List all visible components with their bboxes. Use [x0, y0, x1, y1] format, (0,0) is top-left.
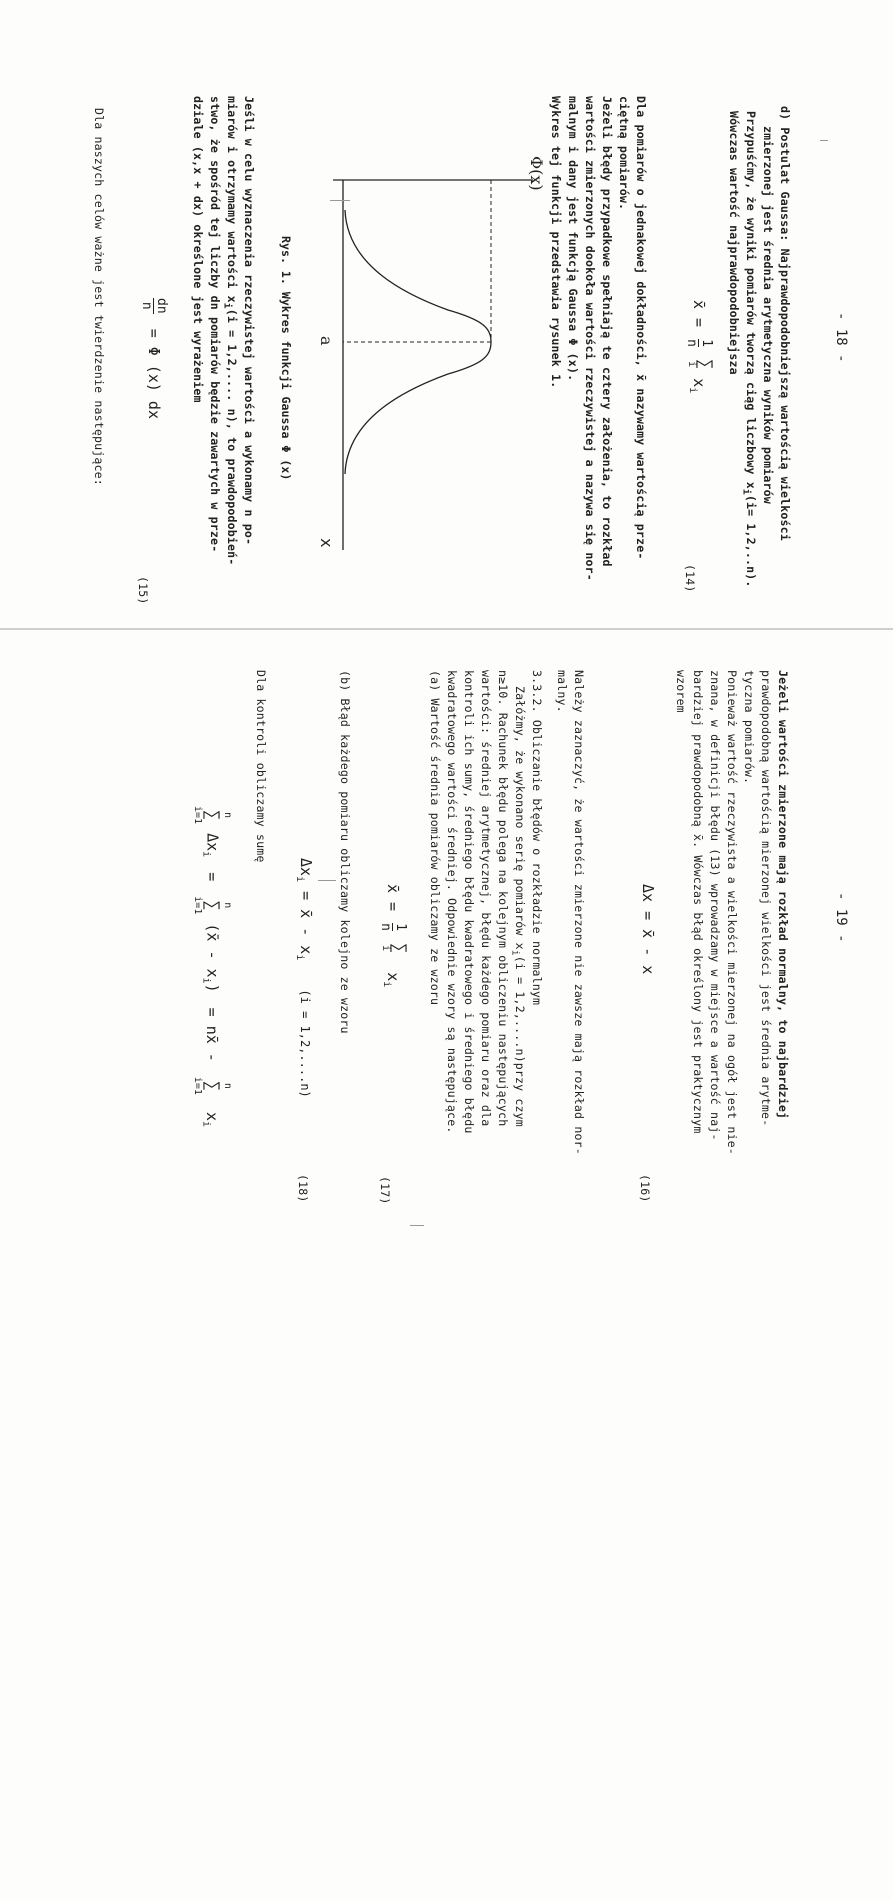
text-line: n≥10. Rachunek błędu polega na kolejnym obliczeniu następujących [496, 670, 510, 1127]
text-line: wartości zmierzonych dookoła wartości rzeczywistej a nazywa się nor- [583, 96, 597, 581]
text-line: Dla kontroli obliczamy sumę [254, 670, 268, 863]
scan-mark [410, 1225, 424, 1226]
text-line: ciętną pomiarów. [617, 96, 631, 211]
text-line: Załóżmy, że wykonano serię pomiarów $x_i(i$ = 1,2,....n)przy czym [509, 686, 527, 1127]
text-line: malny. [555, 670, 569, 713]
text-line: wartości: średniej arytmetycznej, błędu każdego pomiaru oraz dla [479, 670, 493, 1127]
text-line: d) Postulat Gaussa: Najprawdopodobniejszą wartością wielkości [778, 106, 792, 541]
text-line: znana, w definicji błędu (13) wprowadzamy w miejsce a wartość naj- [708, 670, 722, 1141]
section-heading: 3.3.2. Obliczanie błędów o rozkładzie normalnym [530, 670, 544, 1006]
text-line: stwo, że spośród tej liczby dn pomiarów będzie zawartych w prze- [208, 96, 222, 553]
equation-15: dn n = Φ (x) dx [139, 298, 169, 419]
text-line: Dla naszych celów ważne jest twierdzenie następujące: [92, 108, 106, 486]
text-line: prawdopodobną wartością mierzonej wielkości jest średnia arytme- [759, 670, 773, 1127]
y-axis-label: Φ(x) [527, 156, 546, 191]
equation-number: (14) [683, 564, 697, 593]
scan-mark [820, 140, 828, 141]
text-line: Ponieważ wartość rzeczywista a wielkości mierzonej na ogół jest nie- [725, 670, 739, 1155]
text-line: Dla pomiarów o jednakowej dokładności, x̄ nazywamy wartością prze- [634, 96, 648, 560]
text-line: bardziej prawdopodobną x̄. Wówczas błąd określony jest praktycznym [691, 670, 705, 1134]
text-line: tyczna pomiarów. [742, 670, 756, 785]
text-line: (b) Błąd każdego pomiaru obliczamy kolejno ze wzoru [338, 670, 352, 1034]
equation-16: Δx = x̄ - x [639, 884, 657, 975]
peak-label: a [317, 336, 336, 346]
equation-sum: n ∑ i=1 $\Delta x_i$ = n ∑ i=1 (x̄ - $x_i$) = nx̄ - n ∑ i=1 $x_i$ [192, 806, 233, 1128]
text-line: Wówczas wartość najprawdopodobniejsza [727, 111, 741, 375]
right-page [0, 636, 893, 1899]
text-line: Wykres tej funkcji przedstawia rysunek 1. [549, 96, 563, 389]
gauss-figure [313, 150, 546, 580]
text-line: Jeżeli błędy przypadkowe spełniają te cztery założenia, to rozkład [600, 96, 614, 567]
text-line: malnym i dany jest funkcją Gaussa Φ (x). [566, 96, 580, 382]
x-axis-label: x [317, 538, 336, 548]
equation-number: (18) [296, 1174, 310, 1203]
equation-number: (17) [378, 1176, 392, 1205]
equation-18: $\Delta x_i$ = x̄ - $x_i$ (i = 1,2,....n) [294, 858, 315, 1098]
equation-17: x̄ = 1 n ∑ i $x_i$ [378, 884, 410, 988]
figure-caption: Rys. 1. Wykres funkcji Gaussa Φ (x) [279, 236, 293, 481]
text-line: Należy zaznaczyć, że wartości zmierzone nie zawsze mają rozkład nor- [572, 670, 586, 1155]
equation-number: (15) [136, 576, 150, 605]
equation-number: (16) [638, 1174, 652, 1203]
page-number: - 18 - [833, 312, 849, 363]
text-line: Jeżeli wartości zmierzone mają rozkład normalny, to najbardziej [776, 670, 790, 1120]
text-line: kontroli ich sumy, średniego błędu kwadratowego i średniego błędu [462, 670, 476, 1134]
page-fold-line [0, 628, 893, 630]
text-line: zmierzonej jest średnia arytmetyczna wyników pomiarów [761, 126, 775, 504]
text-line: wzorem [674, 670, 688, 713]
text-line: Przypuśćmy, że wyniki pomiarów tworzą ciąg liczbowy $x_i(i= 1,2,..n)$. [740, 111, 758, 588]
scan-mark [330, 200, 350, 201]
text-line: dziale (x,x + dx) określone jest wyrażeniem [191, 96, 205, 403]
equation-14: x̄ = 1 n ∑ i $x_i$ [684, 300, 716, 394]
text-line: miarów i otrzymamy wartości $x_i(i = 1,2$,.... n), to prawdopodobień- [221, 96, 239, 566]
text-line: kwadratowego wartości średniej. Odpowiednie wzory są następujące. [445, 670, 459, 1134]
text-line: (a) Wartość średnia pomiarów obliczamy ze wzoru [428, 670, 442, 1006]
scan-mark [318, 880, 336, 881]
page-number: - 19 - [833, 892, 849, 943]
text-line: Jeśli w celu wyznaczenia rzeczywistej wartości a wykonamy n po- [242, 96, 256, 546]
